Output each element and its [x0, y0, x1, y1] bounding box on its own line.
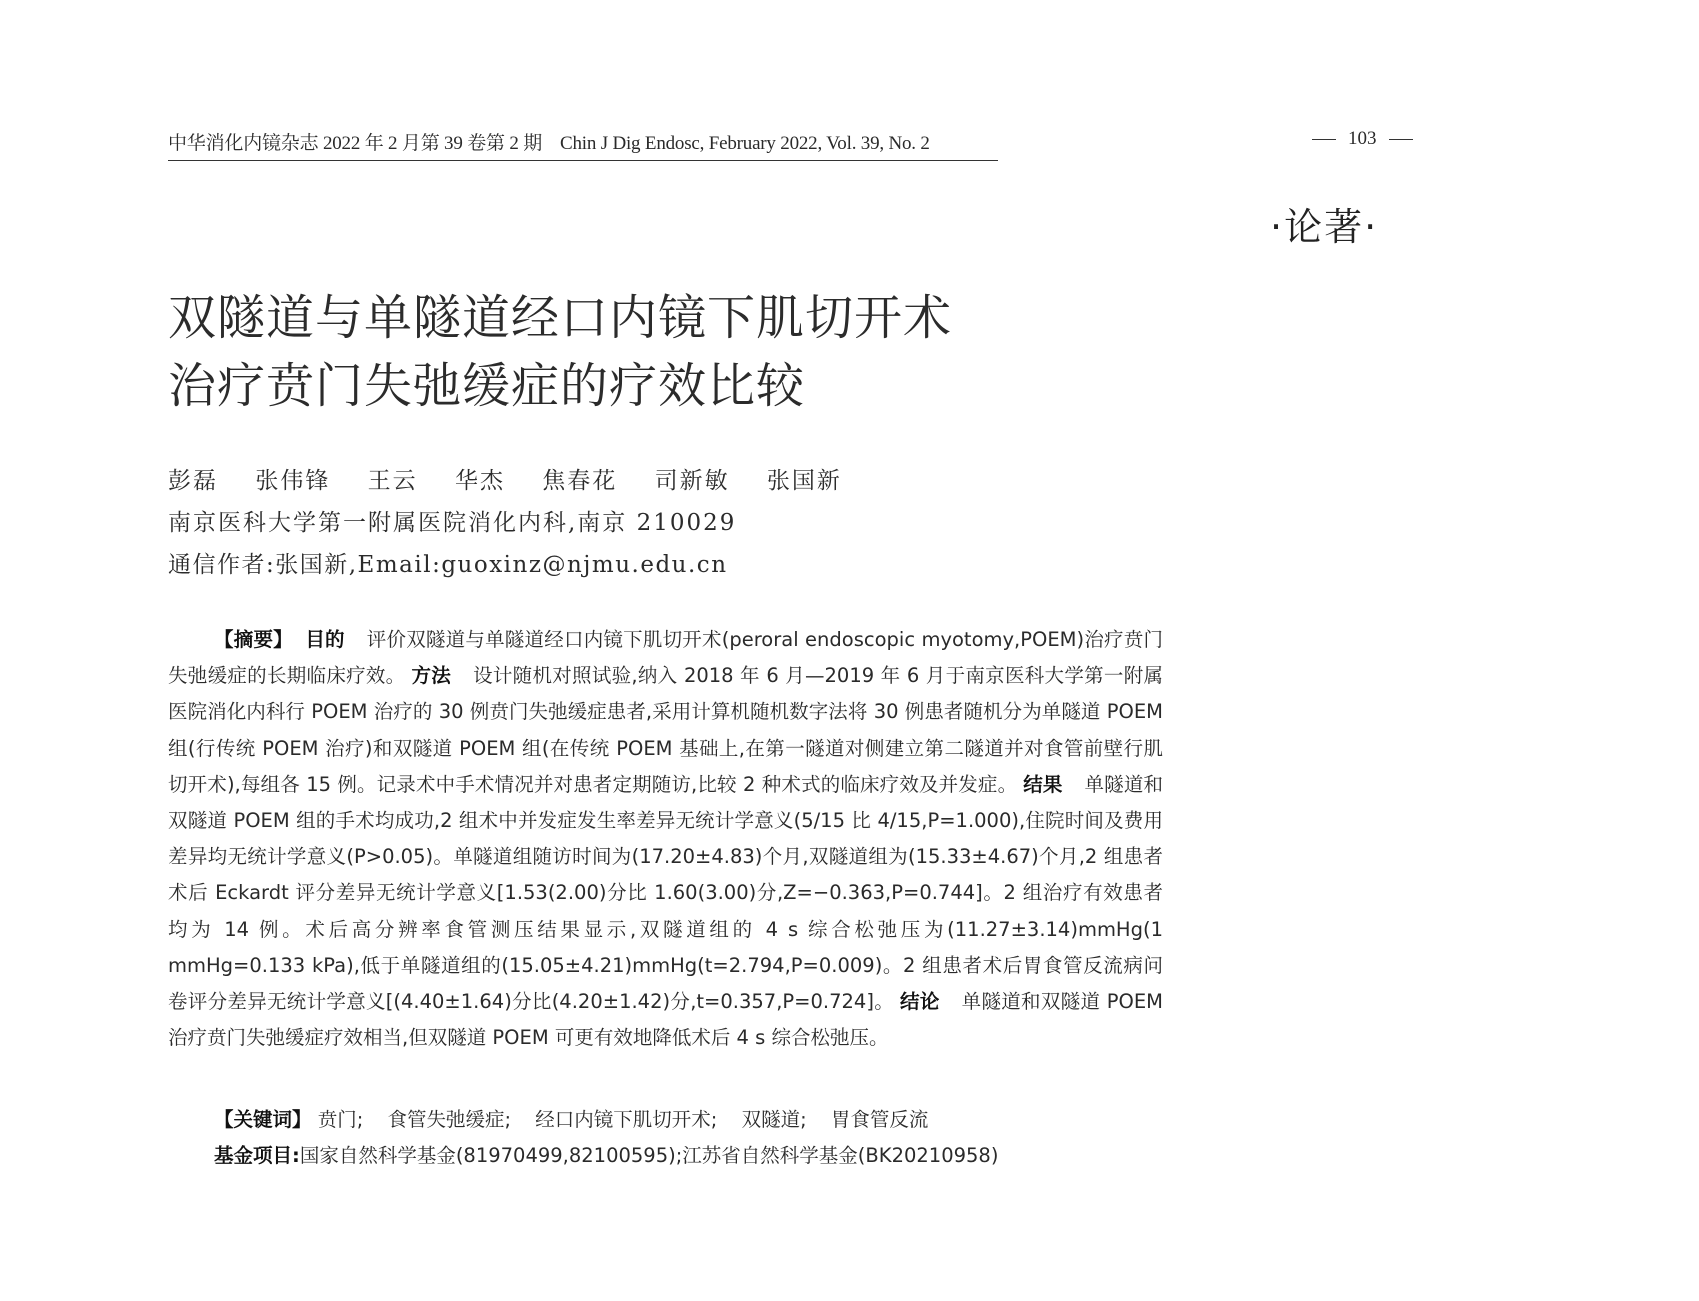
funding-label: 基金项目:: [214, 1144, 300, 1167]
conclusion-text: 单隧道和双隧道 POEM 治疗贲门失弛缓症疗效相当,但双隧道 POEM 可更有效地降低术后 4 s 综合松弛压。: [168, 990, 1163, 1050]
keywords-label: 【关键词】: [214, 1108, 312, 1131]
author: 焦春花: [542, 468, 618, 494]
author: 司新敏: [654, 468, 730, 494]
author: 王云: [367, 468, 418, 494]
conclusion-label: 结论: [900, 990, 940, 1014]
title-line-1: 双隧道与单隧道经口内镜下肌切开术: [168, 290, 953, 346]
journal-name-en: Chin J Dig Endosc, February 2022, Vol. 39, No. 2: [560, 133, 930, 154]
affiliation: 南京医科大学第一附属医院消化内科,南京 210029: [168, 510, 737, 536]
results-label: 结果: [1023, 772, 1063, 796]
page-number-value: 103: [1348, 128, 1377, 149]
objective-label: 目的: [305, 628, 345, 651]
results-text: 单隧道和双隧道 POEM 组的手术均成功,2 组术中并发症发生率差异无统计学意义(5/15 比 4/15,P=1.000),住院时间及费用差异均无统计学意义(P>0.05)。单隧道组随访时间为(17.20±4.83)个月,双隧道组为(15.33±4.67)个月,2 组患者术后 Eckardt 评分差异无统计学意义[1.53(2.00)分比 1.60(3.00)分,Z=−0.363,P=0.744]。2 组治疗有效患者均为 14 例。术后高分辨率食管测压结果显示,双隧道组的 4 s 综合松弛压为(11.27±3.14)mmHg(1 mmHg=0.133 kPa),低于单隧道组的(15.05±4.21)mmHg(t=2.794,P=0.009)。2 组患者术后胃食管反流病问卷评分差异无统计学意义[(4.40±1.64)分比(4.20±1.42)分,t=0.357,P=0.724]。: [168, 772, 1163, 1014]
dash-left: [1312, 139, 1336, 141]
methods-text: 设计随机对照试验,纳入 2018 年 6 月—2019 年 6 月于南京医科大学第一附属医院消化内科行 POEM 治疗的 30 例贲门失弛缓症患者,采用计算机随机数字法将 30 例患者随机分为单隧道 POEM 组(行传统 POEM 治疗)和双隧道 POEM 组(在传统 POEM 基础上,在第一隧道对侧建立第二隧道并对食管前壁行肌切开术),每组各 15 例。记录术中手术情况并对患者定期随访,比较 2 种术式的临床疗效及并发症。: [168, 664, 1163, 796]
funding: [214, 1140, 998, 1168]
author: 张伟锋: [255, 468, 331, 494]
journal-name-cn: 中华消化内镜杂志 2022 年 2 月第 39 卷第 2 期: [168, 133, 543, 154]
author: 彭磊: [168, 468, 218, 494]
page-number: [1300, 128, 1425, 150]
author-list: [168, 462, 870, 495]
running-head: [168, 128, 998, 161]
abstract-label: 【摘要】: [214, 628, 293, 651]
author: 华杰: [454, 468, 505, 494]
article-title: [168, 284, 952, 420]
column-tag: ·论著·: [1270, 205, 1379, 249]
keywords: [214, 1104, 946, 1132]
keyword: 食管失弛缓症;: [387, 1108, 512, 1131]
abstract: [168, 622, 1163, 1056]
keyword: 经口内镜下肌切开术;: [535, 1108, 718, 1131]
keyword: 双隧道;: [741, 1108, 807, 1131]
author: 张国新: [766, 468, 842, 494]
correspondence: 通信作者:张国新,Email:guoxinz@njmu.edu.cn: [168, 552, 728, 578]
title-line-2: 治疗贲门失弛缓症的疗效比较: [168, 358, 806, 414]
keyword: 胃食管反流: [830, 1108, 929, 1131]
objective-text: 评价双隧道与单隧道经口内镜下肌切开术(peroral endoscopic myotomy,POEM)治疗贲门失弛缓症的长期临床疗效。: [168, 628, 1163, 688]
keyword: 贲门;: [317, 1108, 364, 1131]
funding-text: 国家自然科学基金(81970499,82100595);江苏省自然科学基金(BK20210958): [299, 1144, 999, 1167]
dash-right: [1389, 139, 1413, 141]
methods-label: 方法: [411, 664, 452, 688]
